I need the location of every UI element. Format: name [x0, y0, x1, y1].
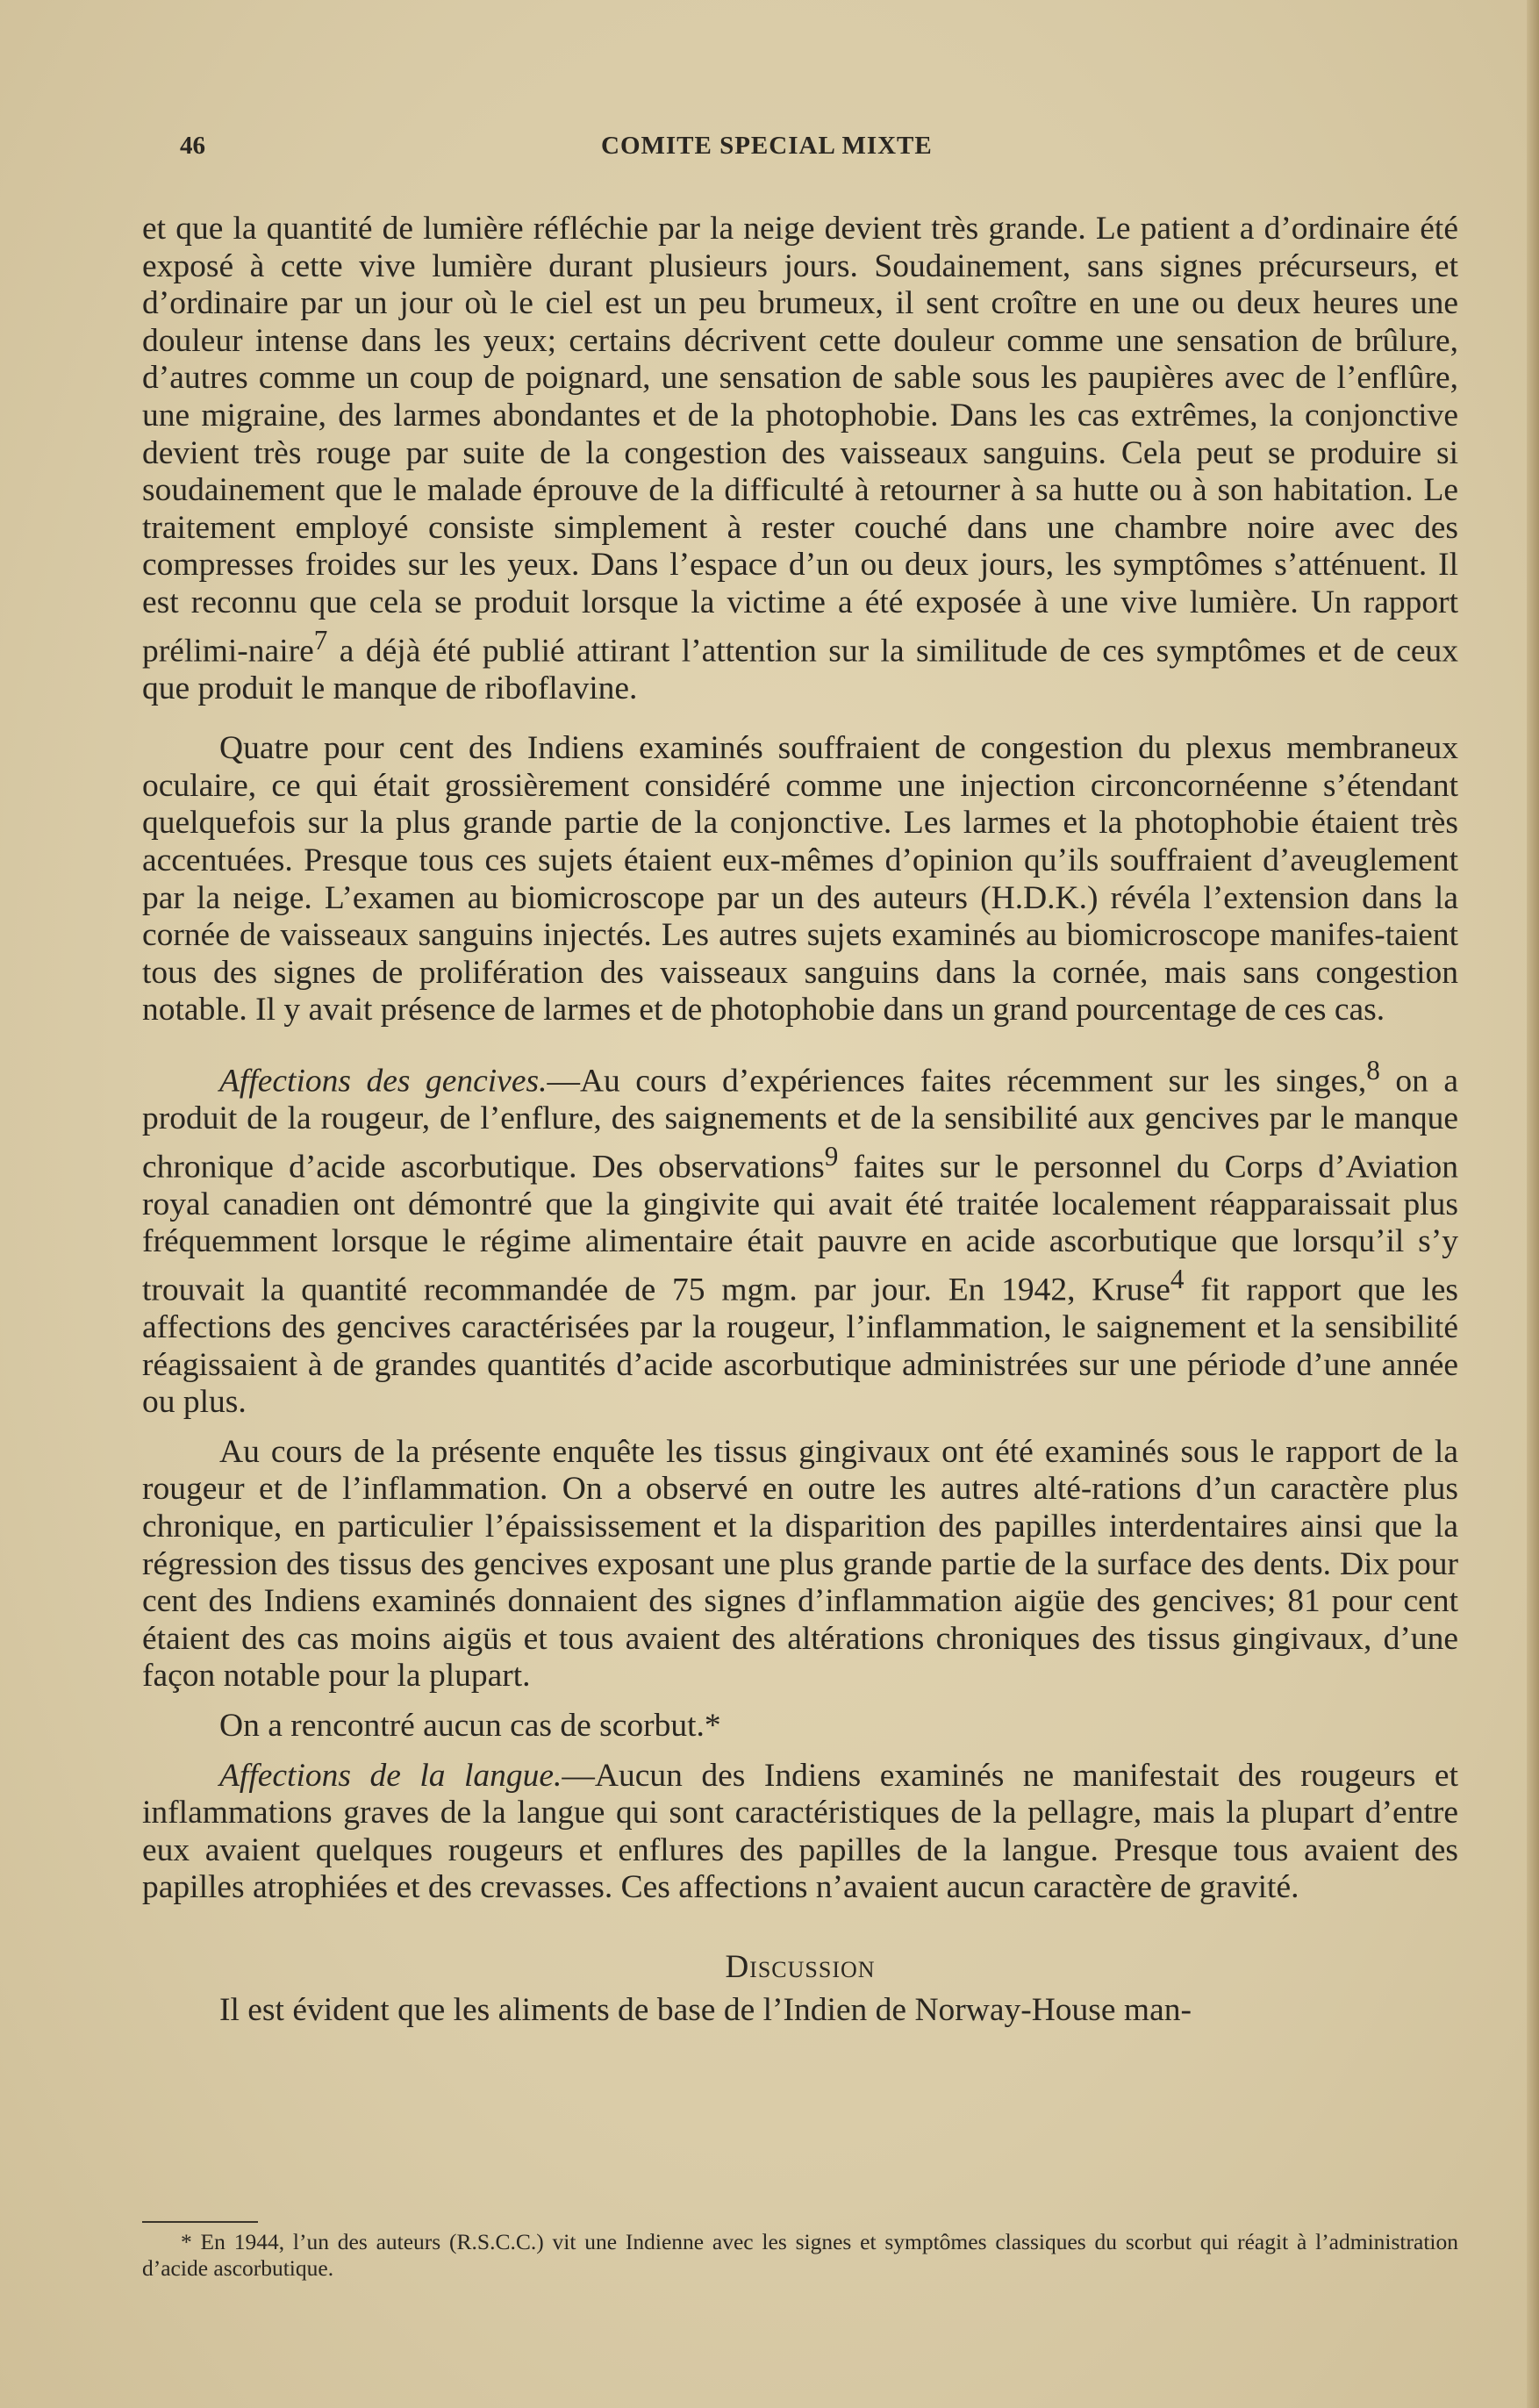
- paragraph-text: faites sur le personnel du Corps d’Aviation royal canadien ont démontré que la gingivite qui avait été traitée localement réapparaissait plus fréquemment lorsque le régime alimentaire était pauvre en acide ascorbutique que lorsqu’il s’y trouvait la quantité recommandée de 75 mgm. par jour. En 1942, Kruse: [142, 1149, 1458, 1308]
- paragraph-gum-affections: [142, 1052, 1458, 1422]
- paragraph-tongue-affections: [142, 1758, 1458, 1907]
- footnote-text: * En 1944, l’un des auteurs (R.S.C.C.) vit une Indienne avec les signes et symptômes classiques du scorbut qui réagit à l’administration d’acide ascorbutique.: [142, 2229, 1458, 2281]
- footnote-ref: 9: [824, 1140, 839, 1172]
- subsection-title-tongue: Affections de la langue.: [219, 1757, 562, 1794]
- paragraph-discussion: Il est évident que les aliments de base de l’Indien de Norway-House man-: [219, 1991, 1192, 2028]
- paragraph-scurvy: On a rencontré aucun cas de scorbut.*: [219, 1707, 721, 1744]
- section-heading-text: Discussion: [725, 1948, 876, 1985]
- subsection-title-gums: Affections des gencives.: [219, 1063, 548, 1100]
- paragraph-text: et que la quantité de lumière réfléchie par la neige devient très grande. Le patient a d’ordinaire été exposé à cette vive lumière durant plusieurs jours. Soudainement, sans signes précurseurs, et d’ordinaire par un jour où le ciel est un peu brumeux, il sent croître en une ou deux heures une douleur intense dans les yeux; certains décrivent cette douleur comme une sensation de brûlure, d’autres comme un coup de poignard, une sensation de sable sous les paupières avec de l’enflûre, une migraine, des larmes abondantes et de la photophobie. Dans les cas extrêmes, la conjonctive devient très rouge par suite de la congestion des vaisseaux sanguins. Cela peut se produire si soudainement que le malade éprouve de la difficulté à retourner à sa hutte ou à son habitation. Le traitement employé consiste simplement à rester couché dans une chambre noire avec des compresses froides sur les yeux. Dans l’espace d’un ou deux jours, les symptômes s’atténuent. Il est reconnu que cela se produit lorsque la victime a été exposée à une vive lumière. Un rapport prélimi-naire: [142, 211, 1458, 670]
- paragraph-gingival-tissue: Au cours de la présente enquête les tissus gingivaux ont été examinés sous le rapport de la rougeur et de l’inflammation. On a observé en outre les autres alté-rations d’un caractère plus chronique, en particulier l’épaississement et la disparition des papilles interdentaires ainsi que la régression des tissus des gencives exposant une plus grande partie de la surface des dents. Dix pour cent des Indiens examinés donnaient des signes d’inflammation aigüe des gencives; 81 pour cent étaient des cas moins aigüs et tous avaient des altérations chroniques des tissus gingivaux, d’une façon notable pour la plupart.: [142, 1433, 1458, 1695]
- body-text: [142, 211, 1458, 2029]
- page-number: 46: [180, 132, 205, 160]
- footnote-ref: 7: [313, 624, 328, 656]
- footnote-ref: 4: [1170, 1263, 1185, 1294]
- section-heading-discussion: [142, 1949, 1458, 1987]
- paragraph-text: —Au cours d’expériences faites récemment sur les singes,: [547, 1063, 1367, 1100]
- footnote-ref: 8: [1366, 1054, 1380, 1086]
- paragraph-eye-congestion: Quatre pour cent des Indiens examinés souffraient de congestion du plexus membraneux oculaire, ce qui était grossièrement considéré comme une injection circoncornéenne s’étendant quelquefois sur la plus grande partie de la conjonctive. Les larmes et la photophobie étaient très accentuées. Presque tous ces sujets étaient eux-mêmes d’opinion qu’ils souffraient d’aveuglement par la neige. L’examen au biomicroscope par un des auteurs (H.D.K.) révéla l’extension dans la cornée de vaisseaux sanguins injectés. Les autres sujets examinés au biomicroscope manifes-taient tous des signes de prolifération des vaisseaux sanguins dans la cornée, mais sans congestion notable. Il y avait présence de larmes et de photophobie dans un grand pourcentage de ces cas.: [142, 730, 1458, 1028]
- footnote-divider: [142, 2221, 258, 2223]
- paragraph-text: —Aucun des Indiens examinés ne manifestait des rougeurs et inflammations graves de la langue qui sont caractéristiques de la pellagre, mais la plupart d’entre eux avaient quelques rougeurs et enflures des papilles de la langue. Presque tous avaient des papilles atrophiées et des crevasses. Ces affections n’avaient aucun caractère de gravité.: [142, 1757, 1458, 1906]
- paragraph-text: on a produit de la rougeur, de l’enflure, des saignements et de la sensibilité aux gencives par le manque chronique d’acide ascorbutique. Des observations: [142, 1063, 1458, 1186]
- page-edge: [1527, 0, 1539, 2408]
- footnote: [142, 2229, 1458, 2282]
- running-title: COMITE SPECIAL MIXTE: [601, 132, 933, 160]
- paragraph-text: a déjà été publié attirant l’attention sur la similitude de ces symptômes et de ceux que produit le manque de riboflavine.: [142, 633, 1458, 706]
- page-header: [180, 132, 1443, 167]
- paragraph-snow-blindness: [142, 211, 1458, 707]
- paragraph-text: fit rapport que les affections des gencives caractérisées par la rougeur, l’inflammation, le saignement et la sensibilité réagissaient à de grandes quantités d’acide ascorbutique administrées sur une période d’une année ou plus.: [142, 1272, 1458, 1421]
